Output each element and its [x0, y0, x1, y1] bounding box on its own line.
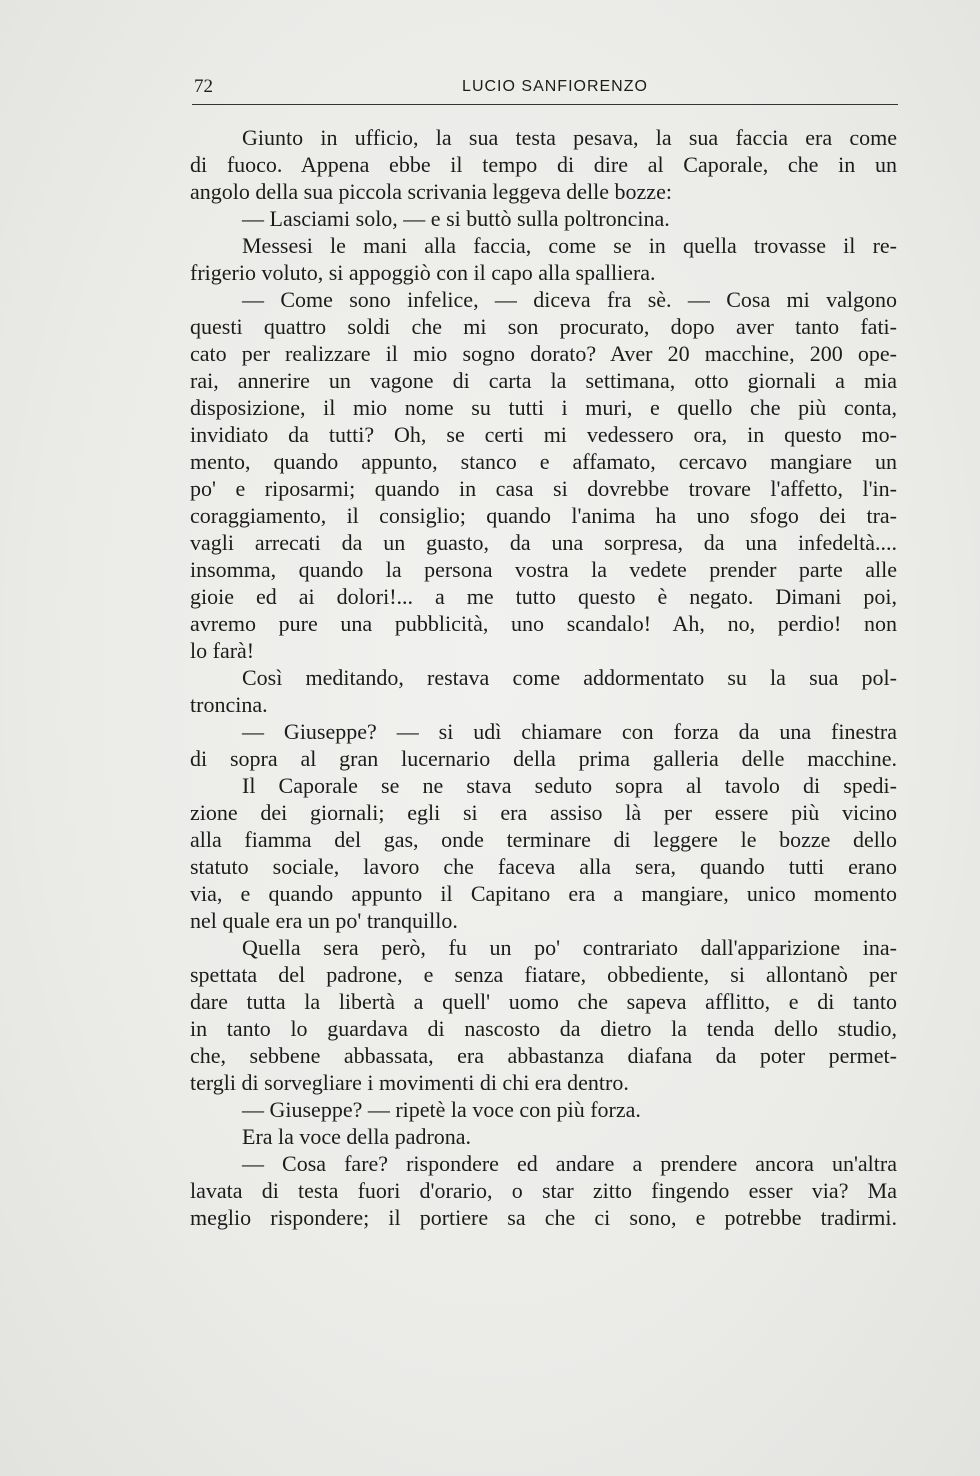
text-line: troncina. — [190, 692, 268, 717]
header-rule — [192, 104, 898, 105]
text-line: Il Caporale se ne stava seduto sopra al tavolo di spedi- — [242, 773, 897, 798]
text-line: insomma, quando la persona vostra la vedete prender parte alle — [190, 557, 897, 582]
text-line: coraggiamento, il consiglio; quando l'anima ha uno sfogo dei tra- — [190, 503, 897, 528]
text-line: di sopra al gran lucernario della prima galleria delle macchine. — [190, 746, 897, 771]
text-line: — Lasciami solo, — e si buttò sulla poltroncina. — [242, 206, 670, 231]
text-line: frigerio voluto, si appoggiò con il capo alla spalliera. — [190, 260, 656, 285]
text-line: Messesi le mani alla faccia, come se in quella trovasse il re- — [242, 233, 897, 258]
text-line: Era la voce della padrona. — [242, 1124, 472, 1149]
text-line: via, e quando appunto il Capitano era a mangiare, unico momento — [190, 881, 897, 906]
text-line: vagli arrecati da un guasto, da una sorpresa, da una infedeltà.... — [190, 530, 897, 555]
text-line: lavata di testa fuori d'orario, o star zitto fingendo esser via? Ma — [190, 1178, 897, 1203]
page-number: 72 — [194, 76, 213, 97]
text-line: Così meditando, restava come addormentato su la sua pol- — [242, 665, 897, 690]
text-line: — Come sono infelice, — diceva fra sè. — Cosa mi valgono — [242, 287, 897, 312]
text-line: disposizione, il mio nome su tutti i muri, e quello che più conta, — [190, 395, 897, 420]
text-line: Quella sera però, fu un po' contrariato dall'apparizione ina- — [242, 935, 897, 960]
text-line: zione dei giornali; egli si era assiso là per essere più vicino — [190, 800, 897, 825]
text-line: tergli di sorvegliare i movimenti di chi era dentro. — [190, 1070, 629, 1095]
text-line: che, sebbene abbassata, era abbastanza diafana da poter permet- — [190, 1043, 897, 1068]
text-line: mento, quando appunto, stanco e affamato, cercavo mangiare un — [190, 449, 897, 474]
text-line: cato per realizzare il mio sogno dorato? Aver 20 macchine, 200 ope- — [190, 341, 897, 366]
text-line: — Giuseppe? — si udì chiamare con forza da una finestra — [242, 719, 897, 744]
text-line: po' e riposarmi; quando in casa si dovrebbe trovare l'affetto, l'in- — [190, 476, 897, 501]
text-line: gioie ed ai dolori!... a me tutto questo è negato. Dimani poi, — [190, 584, 897, 609]
text-line: di fuoco. Appena ebbe il tempo di dire al Caporale, che in un — [190, 152, 897, 177]
text-line: meglio rispondere; il portiere sa che ci sono, e potrebbe tradirmi. — [190, 1205, 897, 1230]
text-line: in tanto lo guardava di nascosto da dietro la tenda dello studio, — [190, 1016, 897, 1041]
body-text — [190, 124, 897, 1231]
running-title: LUCIO SANFIORENZO — [462, 78, 648, 95]
text-line: Giunto in ufficio, la sua testa pesava, la sua faccia era come — [242, 125, 897, 150]
text-line: lo farà! — [190, 638, 255, 663]
text-line: — Cosa fare? rispondere ed andare a prendere ancora un'altra — [242, 1151, 897, 1176]
text-line: spettata del padrone, e senza fiatare, obbediente, si allontanò per — [190, 962, 897, 987]
text-line: invidiato da tutti? Oh, se certi mi vedessero ora, in questo mo- — [190, 422, 897, 447]
text-line: alla fiamma del gas, onde terminare di leggere le bozze dello — [190, 827, 897, 852]
text-line: avremo pure una pubblicità, uno scandalo! Ah, no, perdio! non — [190, 611, 897, 636]
text-line: — Giuseppe? — ripetè la voce con più forza. — [242, 1097, 641, 1122]
text-line: rai, annerire un vagone di carta la settimana, otto giornali a mia — [190, 368, 897, 393]
text-line: angolo della sua piccola scrivania leggeva delle bozze: — [190, 179, 672, 204]
text-line: nel quale era un po' tranquillo. — [190, 908, 458, 933]
page-header — [192, 76, 898, 104]
text-line: statuto sociale, lavoro che faceva alla sera, quando tutti erano — [190, 854, 897, 879]
text-line: dare tutta la libertà a quell' uomo che sapeva afflitto, e di tanto — [190, 989, 897, 1014]
text-line: questi quattro soldi che mi son procurato, dopo aver tanto fati- — [190, 314, 897, 339]
